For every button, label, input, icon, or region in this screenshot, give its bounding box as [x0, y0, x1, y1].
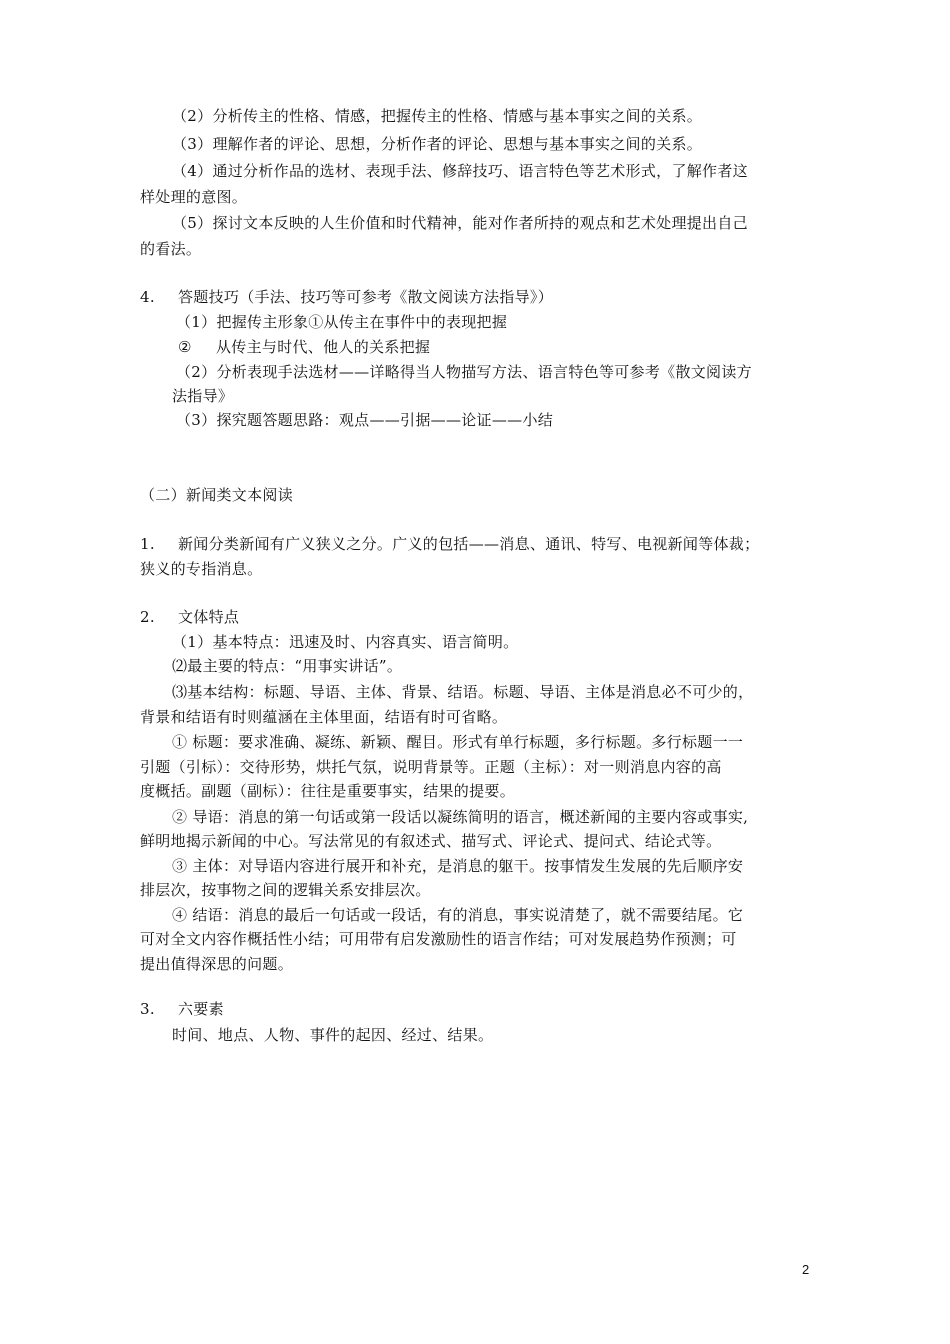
- news-structure-ending-line1: ④ 结语：消息的最后一句话或一段话，有的消息，事实说清楚了，就不需要结尾。它: [172, 906, 744, 924]
- paragraph-item-4-line2: 样处理的意图。: [140, 188, 248, 206]
- news-structure-title-line1: ① 标题：要求准确、凝练、新颖、醒目。形式有单行标题，多行标题。多行标题一一: [172, 733, 744, 751]
- news-structure-title-line3: 度概括。副题（副标）：往往是重要事实，结果的提要。: [140, 782, 516, 800]
- tips-heading: [140, 286, 820, 308]
- paragraph-item-5-line1: （5）探讨文本反映的人生价值和时代精神，能对作者所持的观点和艺术处理提出自己: [172, 214, 748, 232]
- news-item-1-text: 新闻分类新闻有广义狭义之分。广义的包括——消息、通讯、特写、电视新闻等体裁；: [178, 535, 760, 553]
- news-structure-ending-line3: 提出值得深思的问题。: [140, 955, 294, 973]
- news-feature-3-line1: ⑶基本结构：标题、导语、主体、背景、结语。标题、导语、主体是消息必不可少的，: [172, 683, 754, 701]
- paragraph-item-5-line2: 的看法。: [140, 240, 202, 258]
- tips-item-3: （3）探究题答题思路：观点——引据——论证——小结: [176, 411, 554, 429]
- tips-item-1b: [178, 336, 858, 358]
- news-item-2-heading: [140, 606, 820, 628]
- news-structure-ending-line2: 可对全文内容作概括性小结；可用带有启发激励性的语言作结；可对发展趋势作预测；可: [140, 930, 737, 948]
- news-item-1-number: 1.: [140, 535, 155, 553]
- news-structure-body-line2: 排层次，按事物之间的逻辑关系安排层次。: [140, 881, 431, 899]
- news-structure-lead-line2: 鲜明地揭示新闻的中心。写法常见的有叙述式、描写式、评论式、提问式、结论式等。: [140, 832, 722, 850]
- news-structure-body-line1: ③ 主体：对导语内容进行展开和补充，是消息的躯干。按事情发生发展的先后顺序安: [172, 857, 744, 875]
- news-feature-1: （1）基本特点：迅速及时、内容真实、语言简明。: [172, 633, 519, 651]
- news-item-1-line2: 狭义的专指消息。: [140, 560, 263, 578]
- tips-heading-text: 答题技巧（手法、技巧等可参考《散文阅读方法指导》）: [178, 288, 554, 306]
- tips-item-2-line2: 法指导》: [172, 387, 234, 405]
- tips-number: 4.: [140, 288, 155, 306]
- news-item-3-number: 3.: [140, 1000, 155, 1018]
- news-structure-lead-line1: ② 导语：消息的第一句话或第一段话以凝练简明的语言，概述新闻的主要内容或事实,: [172, 808, 749, 826]
- news-item-3-heading: [140, 998, 820, 1020]
- news-item-2-number: 2.: [140, 608, 155, 626]
- page-number: 2: [802, 1262, 810, 1277]
- tips-item-2-line1: （2）分析表现手法选材——详略得当人物描写方法、语言特色等可参考《散文阅读方: [176, 363, 752, 381]
- news-feature-3-line2: 背景和结语有时则蕴涵在主体里面，结语有时可省略。: [140, 708, 508, 726]
- tips-item-1b-text: 从传主与时代、他人的关系把握: [216, 338, 431, 356]
- tips-item-1: （1）把握传主形象①从传主在事件中的表现把握: [176, 313, 508, 331]
- paragraph-item-4-line1: （4）通过分析作品的选材、表现手法、修辞技巧、语言特色等艺术形式，了解作者这: [172, 162, 748, 180]
- news-structure-title-line2: 引题（引标）：交待形势，烘托气氛，说明背景等。正题（主标）：对一则消息内容的高: [140, 758, 722, 776]
- paragraph-item-3: （3）理解作者的评论、思想，分析作者的评论、思想与基本事实之间的关系。: [172, 135, 703, 153]
- news-feature-2: ⑵最主要的特点：“用事实讲话”。: [172, 657, 403, 675]
- section-title-news: （二）新闻类文本阅读: [140, 486, 294, 504]
- paragraph-item-2: （2）分析传主的性格、情感，把握传主的性格、情感与基本事实之间的关系。: [172, 107, 703, 125]
- news-item-2-heading-text: 文体特点: [178, 608, 240, 626]
- news-item-3-body: 时间、地点、人物、事件的起因、经过、结果。: [172, 1026, 494, 1044]
- news-item-3-heading-text: 六要素: [178, 1000, 224, 1018]
- tips-item-1b-number: ②: [178, 338, 192, 356]
- news-item-1-line1: [140, 533, 820, 555]
